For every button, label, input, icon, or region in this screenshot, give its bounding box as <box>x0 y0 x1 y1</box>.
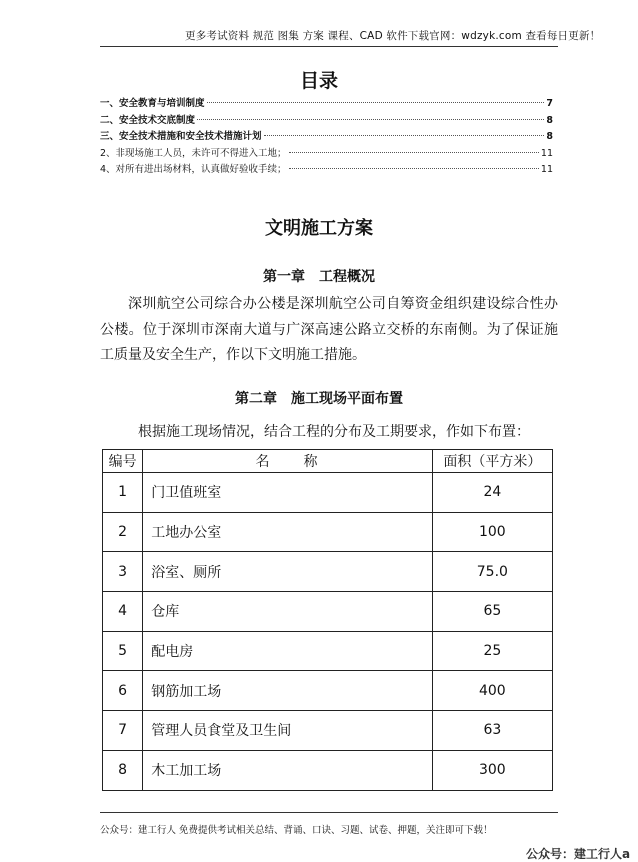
toc-entry-page: 7 <box>546 98 553 109</box>
cell-name: 木工加工场 <box>143 750 433 790</box>
document-title: 文明施工方案 <box>265 218 373 239</box>
table-row <box>103 750 553 790</box>
cell-number: 7 <box>103 711 143 751</box>
toc-leader <box>207 102 545 103</box>
toc-entry[interactable] <box>100 95 553 112</box>
table-row <box>103 711 553 751</box>
chapter-2-intro: 根据施工现场情况，结合工程的分布及工期要求，作如下布置： <box>138 424 530 440</box>
toc-title: 目录 <box>299 70 338 92</box>
table-row <box>103 552 553 592</box>
cell-number: 2 <box>103 512 143 552</box>
chapter-1-heading: 第一章 工程概况 <box>263 269 375 285</box>
cell-area: 25 <box>432 631 552 671</box>
cell-name: 管理人员食堂及卫生间 <box>143 711 433 751</box>
toc-entry[interactable] <box>100 145 553 162</box>
toc-leader <box>289 152 539 153</box>
cell-name: 仓库 <box>143 592 433 632</box>
chapter-2-heading: 第二章 施工现场平面布置 <box>235 391 403 407</box>
cell-number: 3 <box>103 552 143 592</box>
cell-area: 75.0 <box>432 552 552 592</box>
table-row <box>103 512 553 552</box>
header-name: 名 称 <box>143 450 433 473</box>
table-row <box>103 592 553 632</box>
cell-area: 300 <box>432 750 552 790</box>
toc-entry[interactable] <box>100 128 553 145</box>
table-row <box>103 473 553 513</box>
cell-name: 钢筋加工场 <box>143 671 433 711</box>
cell-area: 100 <box>432 512 552 552</box>
toc-leader <box>289 168 539 169</box>
header-number: 编号 <box>103 450 143 473</box>
toc-entry-page: 11 <box>540 164 553 175</box>
page-header-text: 更多考试资料 规范 图集 方案 课程、CAD 软件下载官网：wdzyk.com 查看每日更新！ <box>185 30 601 42</box>
toc-entry-page: 8 <box>546 114 553 126</box>
cell-name: 浴室、厕所 <box>143 552 433 592</box>
cell-number: 1 <box>103 473 143 513</box>
table-of-contents <box>100 95 553 178</box>
table-header-row <box>103 450 553 473</box>
cell-area: 400 <box>432 671 552 711</box>
site-layout-table <box>102 449 553 791</box>
toc-entry-label: 4、对所有进出场材料，认真做好验收手续； <box>100 164 287 175</box>
toc-leader <box>197 119 544 120</box>
watermark-text: 公众号：建工行人a <box>526 847 631 861</box>
footer-divider <box>100 812 558 813</box>
cell-area: 65 <box>432 592 552 632</box>
header-divider <box>100 46 558 47</box>
toc-entry-label: 二、安全技术交底制度 <box>100 114 196 126</box>
toc-entry-page: 11 <box>540 147 553 159</box>
toc-entry-label: 一、安全教育与培训制度 <box>100 98 205 109</box>
toc-entry[interactable] <box>100 161 553 178</box>
cell-area: 24 <box>432 473 552 513</box>
cell-name: 工地办公室 <box>143 512 433 552</box>
toc-entry-label: 三、安全技术措施和安全技术措施计划 <box>100 131 262 142</box>
table-row <box>103 631 553 671</box>
toc-entry[interactable] <box>100 112 553 129</box>
toc-entry-page: 8 <box>546 131 553 142</box>
header-area: 面积（平方米） <box>432 450 552 473</box>
cell-name: 配电房 <box>143 631 433 671</box>
chapter-1-paragraph: 深圳航空公司综合办公楼是深圳航空公司自筹资金组织建设综合性办公楼。位于深圳市深南大道与广深高速公路立交桥的东南侧。为了保证施工质量及安全生产，作以下文明施工措施。 <box>100 296 558 363</box>
cell-area: 63 <box>432 711 552 751</box>
cell-name: 门卫值班室 <box>143 473 433 513</box>
cell-number: 4 <box>103 592 143 632</box>
toc-leader <box>264 135 545 136</box>
cell-number: 8 <box>103 750 143 790</box>
page-footer-text: 公众号：建工行人 免费提供考试相关总结、背诵、口诀、习题、试卷、押题，关注即可下载！ <box>100 825 493 836</box>
toc-entry-label: 2、非现场施工人员，未许可不得进入工地； <box>100 147 287 159</box>
table-row <box>103 671 553 711</box>
cell-number: 6 <box>103 671 143 711</box>
cell-number: 5 <box>103 631 143 671</box>
